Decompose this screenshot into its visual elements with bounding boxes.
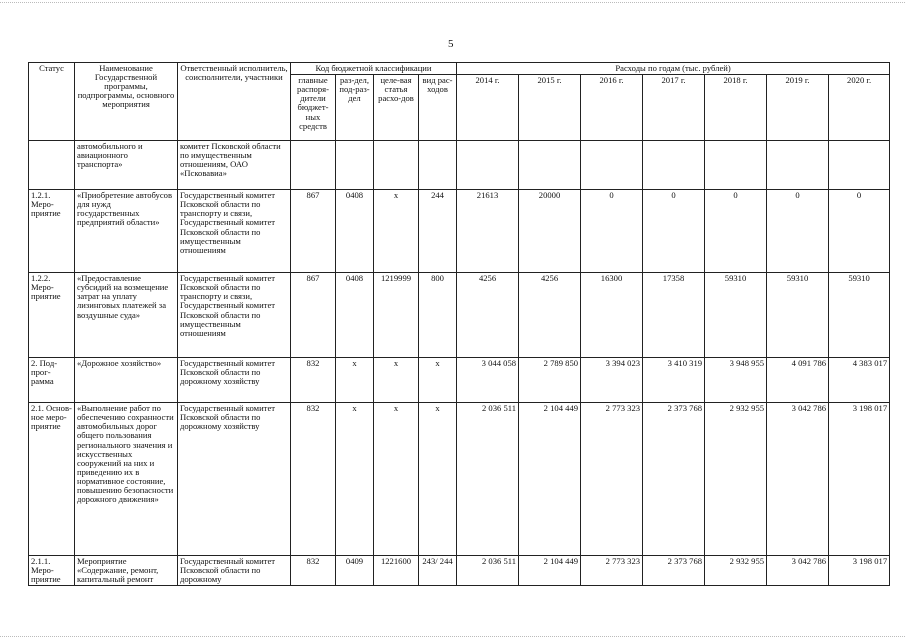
cell-value: 3 042 786 — [767, 556, 829, 586]
cell-value: 4256 — [519, 273, 581, 358]
table-row — [29, 403, 890, 556]
cell-rzpr: х — [336, 403, 374, 556]
cell-value: 3 410 319 — [643, 358, 705, 403]
cell-value — [457, 141, 519, 190]
cell-csr: 1221600 — [374, 556, 419, 586]
col-executor-header: Ответственный исполнитель, соисполнители, участники — [178, 63, 291, 141]
cell-grbs: 832 — [291, 556, 336, 586]
cell-csr: х — [374, 358, 419, 403]
cell-csr: х — [374, 190, 419, 273]
budget-code-header: Код бюджетной классификации — [291, 63, 457, 75]
cell-value: 3 948 955 — [705, 358, 767, 403]
cell-name: автомобильного и авиационного транспорта» — [75, 141, 178, 190]
cell-value: 2 104 449 — [519, 403, 581, 556]
cell-value — [519, 141, 581, 190]
cell-executor: Государственный комитет Псковской области по дорожному — [178, 556, 291, 586]
cell-value: 59310 — [767, 273, 829, 358]
cell-value: 2 773 323 — [581, 556, 643, 586]
cell-vr: х — [419, 403, 457, 556]
cell-value: 20000 — [519, 190, 581, 273]
cell-value: 3 044 058 — [457, 358, 519, 403]
cell-status: 2.1.1. Меро-приятие — [29, 556, 75, 586]
cell-executor: Государственный комитет Псковской области по транспорту и связи, Государственный комитет Псковской области по имущественным отношениям — [178, 190, 291, 273]
cell-value: 21613 — [457, 190, 519, 273]
col-vr-header: вид рас-ходов — [419, 75, 457, 141]
cell-value — [829, 141, 890, 190]
cell-value: 2 036 511 — [457, 556, 519, 586]
table-row — [29, 556, 890, 586]
cell-value: 2 036 511 — [457, 403, 519, 556]
cell-vr: 800 — [419, 273, 457, 358]
cell-executor: комитет Псковской области по имущественным отношениям, ОАО «Псковавиа» — [178, 141, 291, 190]
cell-value: 0 — [643, 190, 705, 273]
cell-value: 59310 — [829, 273, 890, 358]
col-grbs-header: главные распоря-дители бюджет-ных средств — [291, 75, 336, 141]
cell-value: 0 — [705, 190, 767, 273]
expenses-header: Расходы по годам (тыс. рублей) — [457, 63, 890, 75]
page-number: 5 — [448, 38, 454, 50]
cell-vr — [419, 141, 457, 190]
cell-value — [581, 141, 643, 190]
cell-value: 4 091 786 — [767, 358, 829, 403]
cell-value: 3 198 017 — [829, 403, 890, 556]
cell-executor: Государственный комитет Псковской области по дорожному хозяйству — [178, 358, 291, 403]
year-header: 2016 г. — [581, 75, 643, 141]
cell-grbs: 867 — [291, 273, 336, 358]
cell-vr: 243/ 244 — [419, 556, 457, 586]
year-header: 2018 г. — [705, 75, 767, 141]
year-header: 2014 г. — [457, 75, 519, 141]
cell-grbs: 867 — [291, 190, 336, 273]
cell-value: 0 — [767, 190, 829, 273]
cell-value: 2 373 768 — [643, 403, 705, 556]
cell-name: «Дорожное хозяйство» — [75, 358, 178, 403]
cell-value: 17358 — [643, 273, 705, 358]
table-row — [29, 190, 890, 273]
scan-edge-bottom — [0, 636, 905, 637]
table-row — [29, 141, 890, 190]
year-header: 2020 г. — [829, 75, 890, 141]
cell-executor: Государственный комитет Псковской области по транспорту и связи, Государственный комитет Псковской области по имущественным отношениям — [178, 273, 291, 358]
cell-name: «Выполнение работ по обеспечению сохранности автомобильных дорог общего пользования регионального значения и искусственных сооружений на них и приведению их в нормативное состояние, повышению безопасности дорожного движения» — [75, 403, 178, 556]
table-row — [29, 358, 890, 403]
cell-value: 2 932 955 — [705, 556, 767, 586]
cell-rzpr: 0408 — [336, 273, 374, 358]
cell-value: 59310 — [705, 273, 767, 358]
cell-csr — [374, 141, 419, 190]
cell-value: 4 383 017 — [829, 358, 890, 403]
scan-edge-top — [0, 2, 905, 3]
budget-table — [28, 62, 890, 586]
cell-value: 2 773 323 — [581, 403, 643, 556]
cell-status: 2. Под-прог-рамма — [29, 358, 75, 403]
cell-value — [767, 141, 829, 190]
header-row-1 — [29, 63, 890, 75]
cell-rzpr — [336, 141, 374, 190]
year-header: 2019 г. — [767, 75, 829, 141]
cell-status — [29, 141, 75, 190]
cell-value: 2 932 955 — [705, 403, 767, 556]
cell-name: Мероприятие «Содержание, ремонт, капитальный ремонт — [75, 556, 178, 586]
col-csr-header: целе-вая статья расхо-дов — [374, 75, 419, 141]
cell-value: 2 373 768 — [643, 556, 705, 586]
col-name-header: Наименование Государственной программы, подпрограммы, основного мероприятия — [75, 63, 178, 141]
year-header: 2017 г. — [643, 75, 705, 141]
cell-rzpr: х — [336, 358, 374, 403]
cell-value: 3 198 017 — [829, 556, 890, 586]
year-header: 2015 г. — [519, 75, 581, 141]
cell-value: 2 104 449 — [519, 556, 581, 586]
cell-value: 0 — [829, 190, 890, 273]
cell-value: 3 394 023 — [581, 358, 643, 403]
cell-status: 1.2.2. Меро-приятие — [29, 273, 75, 358]
cell-csr: х — [374, 403, 419, 556]
table-row — [29, 273, 890, 358]
cell-status: 2.1. Основ-ное меро-приятие — [29, 403, 75, 556]
cell-name: «Предоставление субсидий на возмещение затрат на уплату лизинговых платежей за воздушные суда» — [75, 273, 178, 358]
cell-value — [705, 141, 767, 190]
cell-vr: х — [419, 358, 457, 403]
cell-grbs — [291, 141, 336, 190]
cell-name: «Приобретение автобусов для нужд государственных предприятий области» — [75, 190, 178, 273]
cell-rzpr: 0409 — [336, 556, 374, 586]
cell-executor: Государственный комитет Псковской области по дорожному хозяйству — [178, 403, 291, 556]
cell-value — [643, 141, 705, 190]
cell-rzpr: 0408 — [336, 190, 374, 273]
cell-value: 4256 — [457, 273, 519, 358]
col-rzpr-header: раз-дел, под-раз-дел — [336, 75, 374, 141]
cell-value: 2 789 850 — [519, 358, 581, 403]
cell-value: 3 042 786 — [767, 403, 829, 556]
cell-grbs: 832 — [291, 403, 336, 556]
cell-vr: 244 — [419, 190, 457, 273]
col-status-header: Статус — [29, 63, 75, 141]
cell-csr: 1219999 — [374, 273, 419, 358]
cell-status: 1.2.1. Меро-приятие — [29, 190, 75, 273]
cell-grbs: 832 — [291, 358, 336, 403]
cell-value: 0 — [581, 190, 643, 273]
cell-value: 16300 — [581, 273, 643, 358]
